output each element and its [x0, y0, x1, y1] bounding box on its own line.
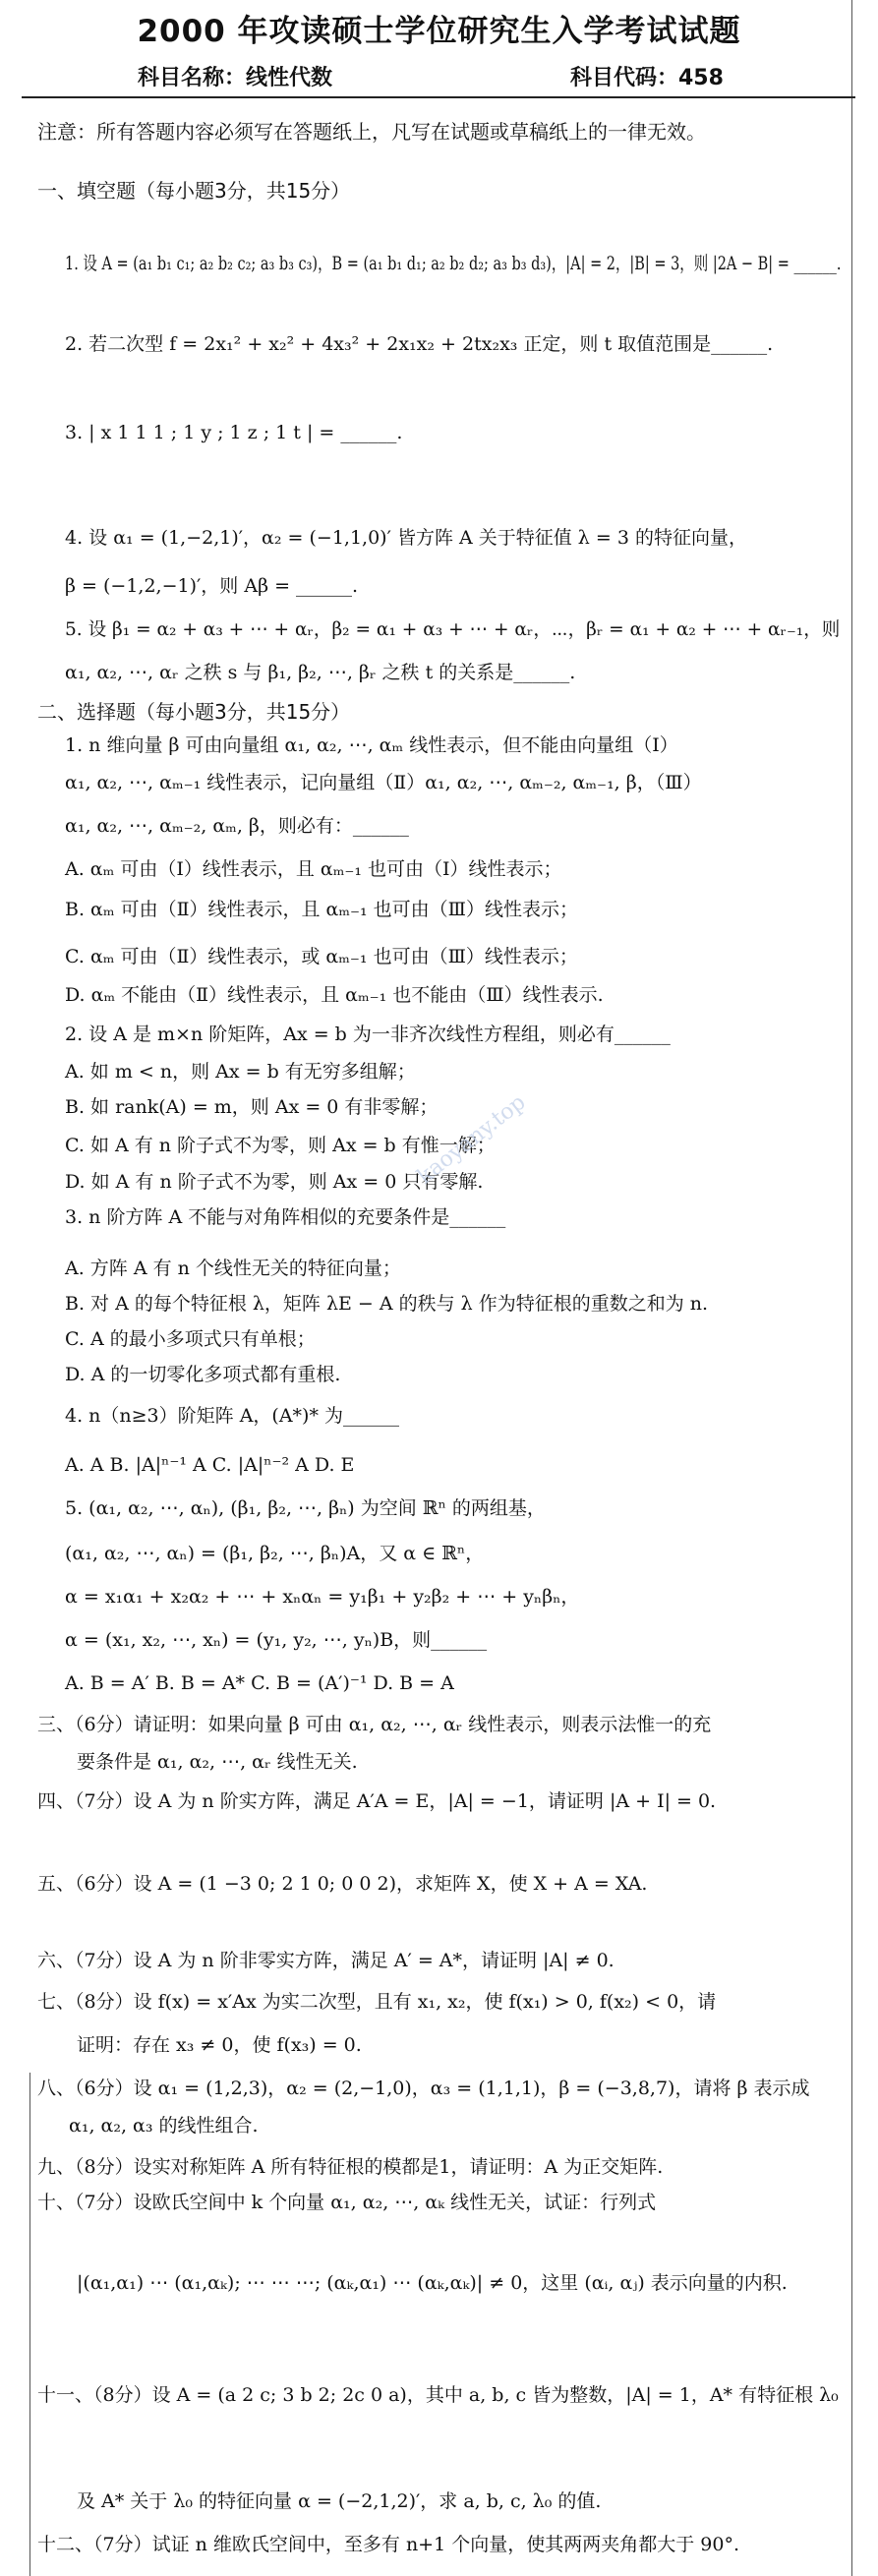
question-line: α = (x₁, x₂, ⋯, xₙ) = (y₁, y₂, ⋯, yₙ)B，则______	[65, 1629, 488, 1651]
option-line: B. 如 rank(A) = m，则 Ax = 0 有非零解；	[65, 1096, 439, 1118]
problem-line: 七、（8分）设 f(x) = x′Ax 为实二次型，且有 x₁, x₂，使 f(x₁) > 0, f(x₂) < 0，请	[37, 1991, 717, 2013]
problem-line: 及 A* 关于 λ₀ 的特征向量 α = (−2,1,2)′，求 a, b, c, λ₀ 的值.	[77, 2490, 602, 2512]
exam-notice: 注意：所有答题内容必须写在答题纸上，凡写在试题或草稿纸上的一律无效。	[37, 120, 706, 144]
option-line: A. 如 m < n，则 Ax = b 有无穷多组解；	[65, 1061, 416, 1083]
problem-line: 六、（7分）设 A 为 n 阶非零实方阵，满足 A′ = A*，请证明 |A| ≠ 0.	[37, 1950, 615, 1971]
exam-title: 2000 年攻读硕士学位研究生入学考试试题	[137, 14, 741, 49]
question-line: 5. 设 β₁ = α₂ + α₃ + ⋯ + αᵣ，β₂ = α₁ + α₃ + ⋯ + αᵣ，⋯，βᵣ = α₁ + α₂ + ⋯ + αᵣ₋₁，则	[65, 618, 841, 640]
question-line: α₁, α₂, ⋯, αₘ₋₂, αₘ, β，则必有：______	[65, 815, 409, 837]
page-border-left	[29, 2073, 30, 2576]
option-line: A. αₘ 可由（Ⅰ）线性表示，且 αₘ₋₁ 也可由（Ⅰ）线性表示；	[65, 858, 562, 880]
question-line: 4. n（n≥3）阶矩阵 A，(A*)* 为______	[65, 1405, 399, 1427]
problem-line: 八、（6分）设 α₁ = (1,2,3)，α₂ = (2,−1,0)，α₃ = (1,1,1)，β = (−3,8,7)，请将 β 表示成	[37, 2078, 810, 2099]
problem-line: 九、（8分）设实对称矩阵 A 所有特征根的模都是1，请证明：A 为正交矩阵.	[37, 2156, 664, 2178]
problem-line: 十二、（7分）试证 n 维欧氏空间中，至多有 n+1 个向量，使其两两夹角都大于 90°.	[37, 2534, 739, 2555]
page-border-right	[851, 0, 852, 2576]
question-line: 3. | x 1 1 1 ; 1 y ; 1 z ; 1 t | = ______.	[65, 422, 403, 443]
option-line: B. 对 A 的每个特征根 λ，矩阵 λE − A 的秩与 λ 作为特征根的重数之和为 n.	[65, 1293, 709, 1315]
question-line: 1. 设 A = (a₁ b₁ c₁; a₂ b₂ c₂; a₃ b₃ c₃)，B = (a₁ b₁ d₁; a₂ b₂ d₂; a₃ b₃ d₃)，|A| = 2，|B| = 3，则 |2A − B| = ______.	[65, 253, 842, 274]
question-line: β = (−1,2,−1)′，则 Aβ = ______.	[65, 575, 359, 597]
subject-name: 科目名称：线性代数	[138, 66, 333, 90]
problem-line: 三、（6分）请证明：如果向量 β 可由 α₁, α₂, ⋯, αᵣ 线性表示，则表示法惟一的充	[37, 1714, 712, 1735]
problem-line: 四、（7分）设 A 为 n 阶实方阵，满足 A′A = E，|A| = −1，请证明 |A + I| = 0.	[37, 1790, 717, 1812]
question-line: 5. (α₁, α₂, ⋯, αₙ), (β₁, β₂, ⋯, βₙ) 为空间 ℝⁿ 的两组基，	[65, 1497, 546, 1519]
subject-code: 科目代码：458	[570, 66, 724, 90]
question-line: 2. 若二次型 f = 2x₁² + x₂² + 4x₃² + 2x₁x₂ + 2tx₂x₃ 正定，则 t 取值范围是______.	[65, 333, 774, 355]
question-line: α = x₁α₁ + x₂α₂ + ⋯ + xₙαₙ = y₁β₁ + y₂β₂ + ⋯ + yₙβₙ，	[65, 1586, 580, 1608]
section-heading: 一、填空题（每小题3分，共15分）	[37, 179, 351, 203]
problem-line: |(α₁,α₁) ⋯ (α₁,αₖ); ⋯ ⋯ ⋯; (αₖ,α₁) ⋯ (αₖ,αₖ)| ≠ 0，这里 (αᵢ, αⱼ) 表示向量的内积.	[77, 2272, 788, 2294]
section-heading: 二、选择题（每小题3分，共15分）	[37, 700, 351, 724]
option-line: C. αₘ 可由（Ⅱ）线性表示，或 αₘ₋₁ 也可由（Ⅲ）线性表示；	[65, 946, 578, 967]
problem-line: 十、（7分）设欧氏空间中 k 个向量 α₁, α₂, ⋯, αₖ 线性无关，试证：行列式	[37, 2192, 657, 2213]
question-line: (α₁, α₂, ⋯, αₙ) = (β₁, β₂, ⋯, βₙ)A，又 α ∈ ℝⁿ，	[65, 1543, 485, 1564]
header-rule	[22, 96, 855, 98]
question-line: 2. 设 A 是 m×n 阶矩阵，Ax = b 为一非齐次线性方程组，则必有______	[65, 1024, 671, 1045]
question-line: α₁, α₂, ⋯, αᵣ 之秩 s 与 β₁, β₂, ⋯, βᵣ 之秩 t 的关系是______.	[65, 662, 576, 683]
watermark: kaoyany.top	[413, 1089, 531, 1190]
option-line: A. 方阵 A 有 n 个线性无关的特征向量；	[65, 1258, 401, 1279]
option-line: A. B = A′ B. B = A* C. B = (A′)⁻¹ D. B = A	[65, 1672, 454, 1694]
problem-line: 证明：存在 x₃ ≠ 0，使 f(x₃) = 0.	[77, 2034, 362, 2056]
option-line: B. αₘ 可由（Ⅱ）线性表示，且 αₘ₋₁ 也可由（Ⅲ）线性表示；	[65, 899, 579, 920]
option-line: C. 如 A 有 n 阶子式不为零，则 Ax = b 有惟一解；	[65, 1135, 496, 1156]
question-line: 4. 设 α₁ = (1,−2,1)′，α₂ = (−1,1,0)′ 皆方阵 A 关于特征值 λ = 3 的特征向量，	[65, 527, 747, 549]
question-line: 1. n 维向量 β 可由向量组 α₁, α₂, ⋯, αₘ 线性表示，但不能由向量组（Ⅰ）	[65, 734, 678, 756]
problem-line: α₁, α₂, α₃ 的线性组合.	[69, 2115, 259, 2137]
problem-line: 五、（6分）设 A = (1 −3 0; 2 1 0; 0 0 2)，求矩阵 X，使 X + A = XA.	[37, 1873, 648, 1895]
option-line: D. 如 A 有 n 阶子式不为零，则 Ax = 0 只有零解.	[65, 1171, 484, 1193]
question-line: α₁, α₂, ⋯, αₘ₋₁ 线性表示，记向量组（Ⅱ）α₁, α₂, ⋯, αₘ₋₂, αₘ₋₁, β，（Ⅲ）	[65, 772, 702, 793]
option-line: C. A 的最小多项式只有单根；	[65, 1328, 316, 1350]
problem-line: 要条件是 α₁, α₂, ⋯, αᵣ 线性无关.	[77, 1751, 358, 1773]
option-line: D. αₘ 不能由（Ⅱ）线性表示，且 αₘ₋₁ 也不能由（Ⅲ）线性表示.	[65, 984, 604, 1006]
problem-line: 十一、（8分）设 A = (a 2 c; 3 b 2; 2c 0 a)，其中 a, b, c 皆为整数，|A| = 1，A* 有特征根 λ₀	[37, 2384, 839, 2406]
question-line: 3. n 阶方阵 A 不能与对角阵相似的充要条件是______	[65, 1206, 506, 1228]
option-line: D. A 的一切零化多项式都有重根.	[65, 1364, 341, 1385]
option-line: A. A B. |A|ⁿ⁻¹ A C. |A|ⁿ⁻² A D. E	[65, 1454, 355, 1476]
